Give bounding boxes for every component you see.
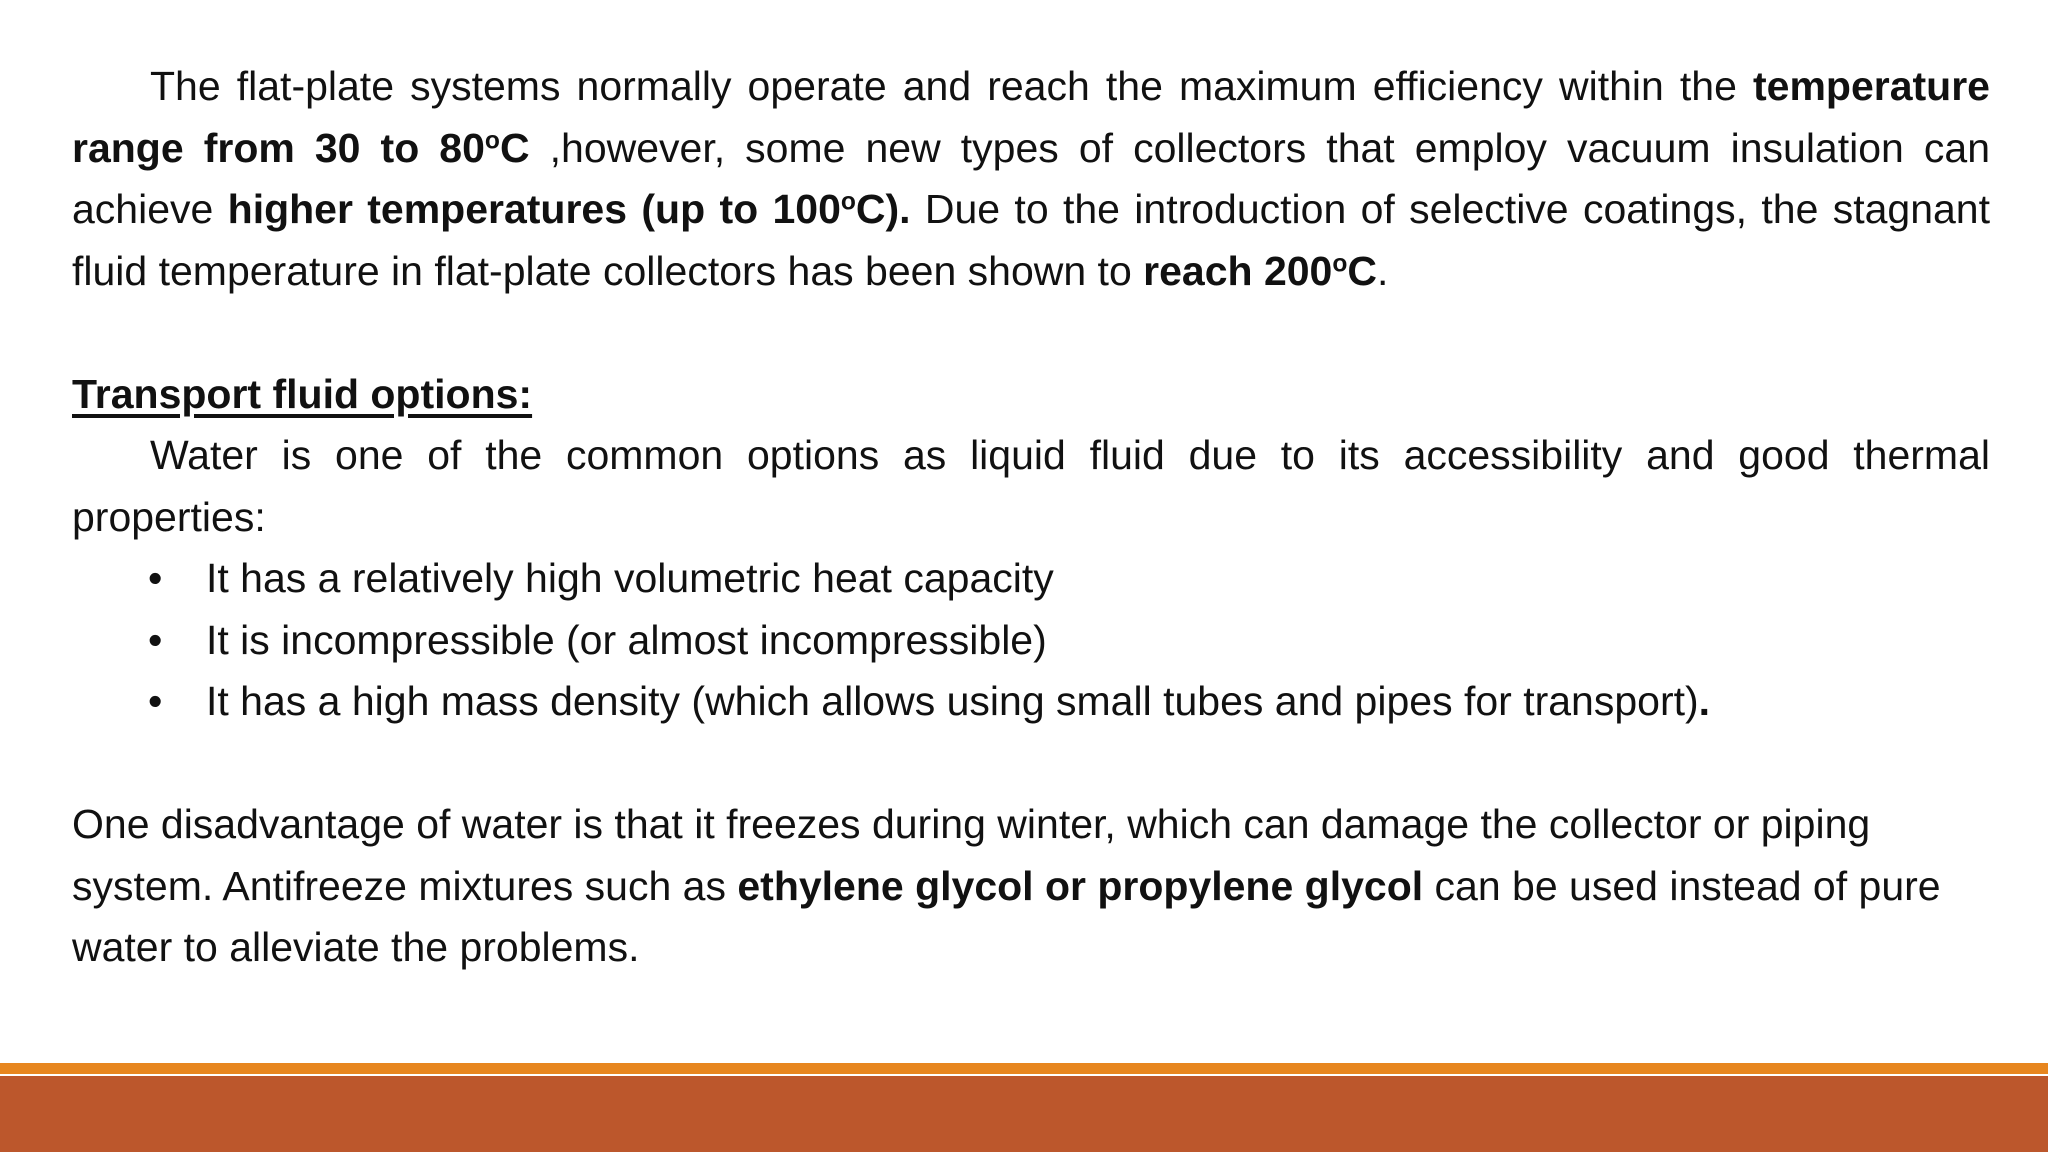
bullet-text: It has a relatively high volumetric heat capacity [206, 555, 1054, 601]
disadvantage-text-2: can be used instead of pure water to alleviate the problems. [72, 862, 1941, 970]
disadvantage-text-1: One disadvantage of water is that it freezes during winter, which can damage the collector or piping system. Antifreeze mixtures such as [72, 801, 1871, 909]
list-item [72, 610, 1990, 672]
bullet-text: It is incompressible (or almost incompressible) [206, 616, 1047, 663]
list-item [72, 671, 1990, 733]
intro-text-3: Due to the introduction of selective coatings, the stagnant fluid temperature in flat-plate collectors has been shown to [72, 186, 1990, 294]
transport-intro-paragraph: Water is one of the common options as liquid fluid due to its accessibility and good thermal properties: [72, 432, 1990, 540]
degree-superscript: o [484, 126, 500, 154]
intro-text-1: The flat-plate systems normally operate and reach the maximum efficiency within the [150, 63, 1754, 109]
spacer [72, 733, 1990, 795]
intro-paragraph [72, 56, 1990, 302]
disadvantage-paragraph [72, 794, 1990, 979]
footer-band [0, 1076, 2048, 1152]
degree-superscript: o [840, 188, 856, 216]
slide-content [72, 56, 1990, 979]
intro-bold-reach-200: reach 200$^o$C [1143, 247, 1378, 294]
transport-bullet-list [72, 548, 1990, 733]
spacer [72, 302, 1990, 364]
bullet-icon: • [148, 678, 163, 724]
bullet-bold-period: . [1698, 678, 1711, 724]
intro-bold-higher-temperatures: higher temperatures (up to 100$^o$C). [227, 186, 911, 232]
bullet-icon: • [148, 616, 163, 663]
bullet-icon: • [148, 555, 163, 601]
intro-text-2: ,however, some new types of collectors that employ vacuum insulation can achieve [72, 124, 1991, 232]
degree-superscript: o [1332, 249, 1348, 277]
intro-text-4: . [1377, 247, 1389, 294]
list-item [72, 548, 1990, 610]
transport-heading: Transport fluid options: [72, 370, 533, 417]
bullet-text: It has a high mass density (which allows using small tubes and pipes for transport) [206, 678, 1699, 724]
footer-accent-line [0, 1063, 2048, 1074]
intro-bold-temperature-range: temperature range from 30 to 80$^o$C [72, 63, 1990, 171]
disadvantage-bold-glycols: ethylene glycol or propylene glycol [737, 862, 1424, 909]
